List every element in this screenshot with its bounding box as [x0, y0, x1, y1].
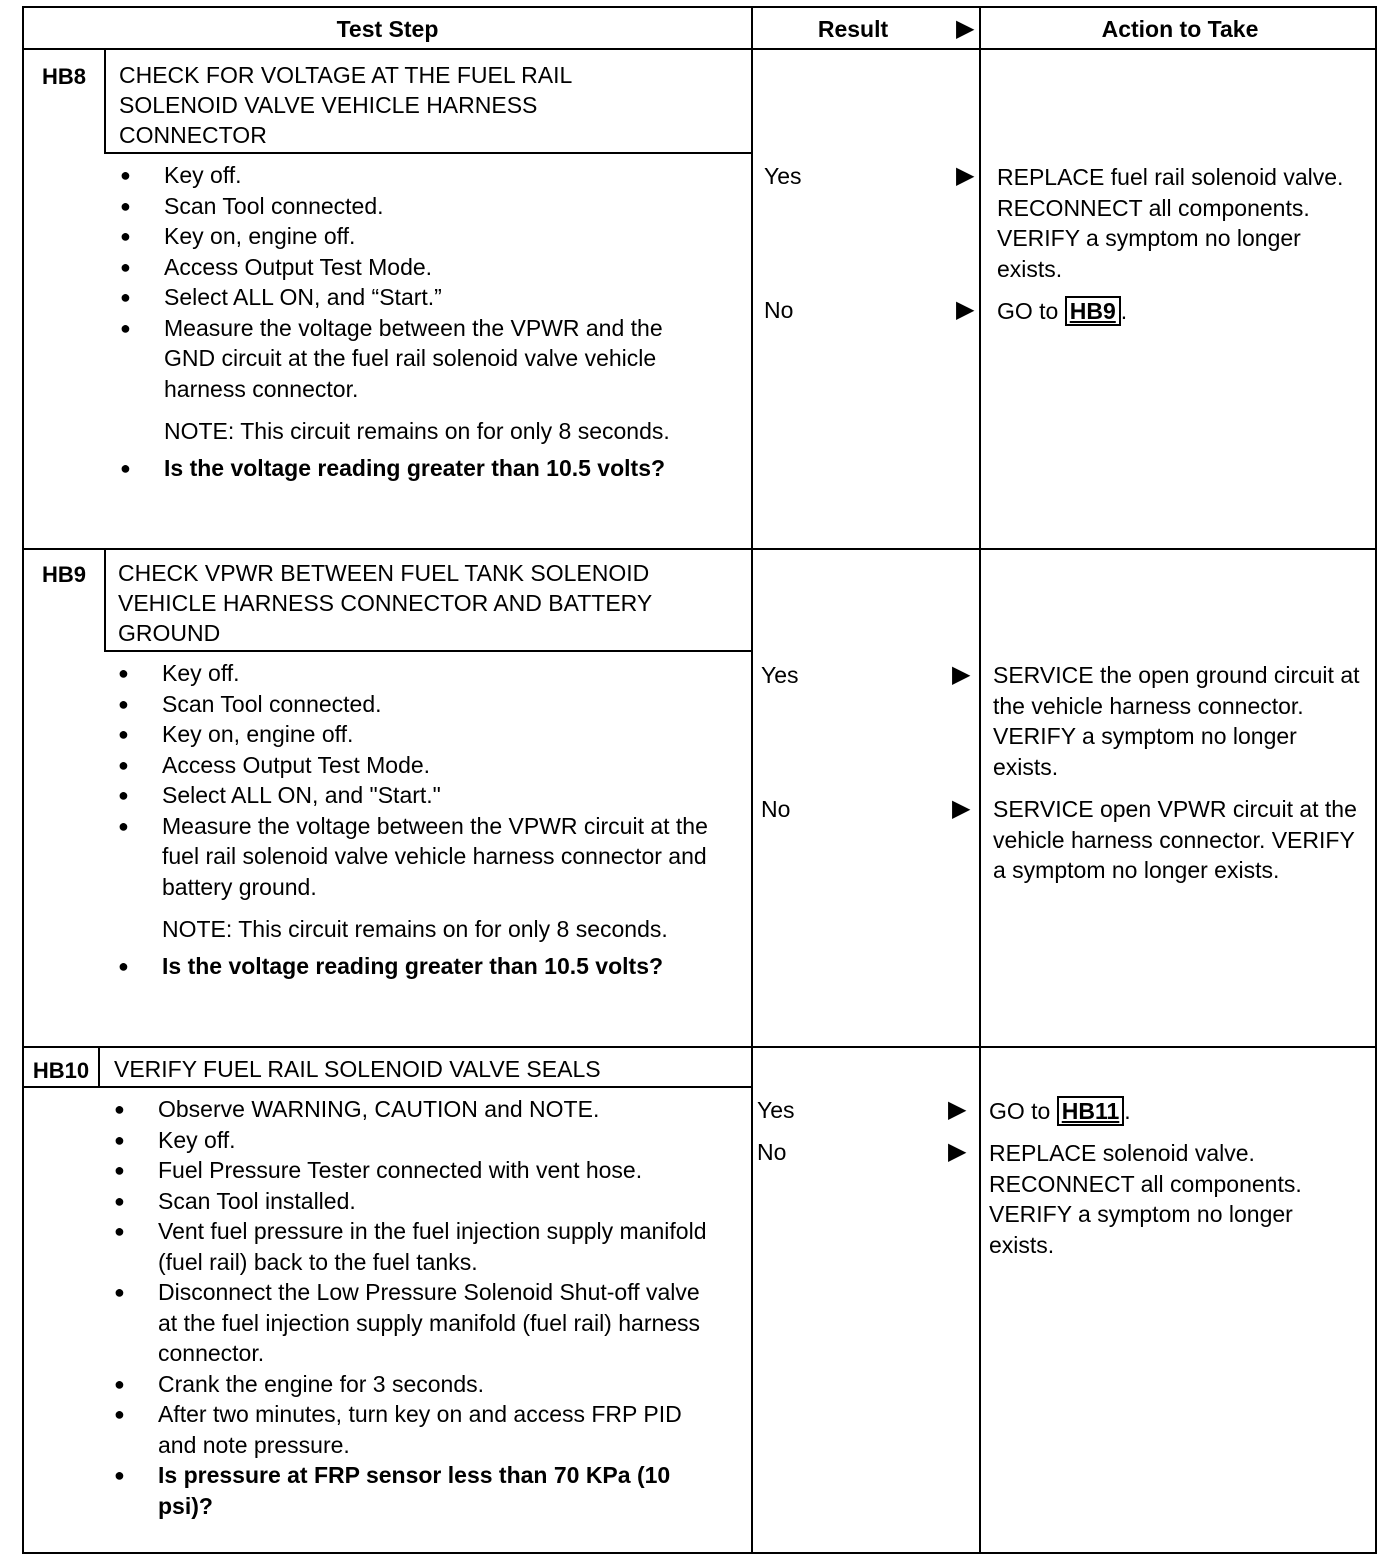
list-item: ● Key off. [114, 1125, 724, 1156]
result-yes-hb8: Yes [764, 163, 802, 189]
arrow-icon: ▶ [956, 162, 975, 189]
action-yes-hb8: REPLACE fuel rail solenoid valve. RECONNECT all components. VERIFY a symptom no longer exists. [997, 164, 1344, 282]
result-no-hb9: No [761, 796, 791, 822]
action-text: . [1120, 298, 1128, 324]
action-no-hb8 [997, 296, 1367, 327]
result-no-hb10: No [757, 1139, 787, 1165]
step-note: NOTE: This circuit remains on for only 8 seconds. [162, 916, 668, 942]
list-item: ● Select ALL ON, and “Start.” [120, 282, 720, 313]
step-id-hb9: HB9 [41, 562, 86, 587]
step-list-hb10 [114, 1094, 724, 1521]
list-item: ● Key off. [118, 658, 718, 689]
list-item: ● Key off. [120, 160, 720, 191]
action-no-hb9: SERVICE open VPWR circuit at the vehicle harness connector. VERIFY a symptom no longer exists. [993, 796, 1357, 883]
list-item: ● Measure the voltage between the VPWR and the GND circuit at the fuel rail solenoid valve vehicle harness connector. [120, 313, 720, 405]
step-title-hb8: CHECK FOR VOLTAGE AT THE FUEL RAIL SOLENOID VALVE VEHICLE HARNESS CONNECTOR [119, 62, 572, 148]
row-divider-hb8 [24, 548, 1375, 550]
header-action: Action to Take [1101, 15, 1259, 42]
action-text: GO to [989, 1098, 1051, 1124]
header-result: Result [817, 15, 889, 42]
step-question: ● Is the voltage reading greater than 10.5 volts? [120, 453, 720, 484]
result-yes-hb10: Yes [757, 1097, 795, 1123]
action-text: GO to [997, 298, 1059, 324]
arrow-icon: ▶ [956, 296, 975, 323]
arrow-icon: ▶ [948, 1138, 967, 1165]
list-item: ● Disconnect the Low Pressure Solenoid Shut-off valve at the fuel injection supply manifold (fuel rail) harness connector. [114, 1277, 724, 1369]
id-divider-hb8 [104, 48, 106, 154]
row-divider-hb9 [24, 1046, 1375, 1048]
title-divider-hb9 [104, 650, 751, 652]
list-item: ● Vent fuel pressure in the fuel injection supply manifold (fuel rail) back to the fuel tanks. [114, 1216, 724, 1277]
step-id-hb8: HB8 [41, 64, 86, 89]
header-divider [24, 48, 1375, 50]
list-item: ● Scan Tool connected. [118, 689, 718, 720]
step-question: ● Is the voltage reading greater than 10.5 volts? [118, 951, 718, 982]
list-item: ● Select ALL ON, and "Start." [118, 780, 718, 811]
step-title-hb9: CHECK VPWR BETWEEN FUEL TANK SOLENOID VEHICLE HARNESS CONNECTOR AND BATTERY GROUND [118, 560, 652, 646]
result-yes-hb9: Yes [761, 662, 799, 688]
ref-link-hb11[interactable]: HB11 [1057, 1096, 1125, 1126]
ref-link-hb9[interactable]: HB9 [1065, 296, 1121, 326]
arrow-icon: ▶ [948, 1096, 967, 1123]
arrow-icon: ▶ [952, 661, 971, 688]
list-item: ● Observe WARNING, CAUTION and NOTE. [114, 1094, 724, 1125]
list-item: ● After two minutes, turn key on and access FRP PID and note pressure. [114, 1399, 724, 1460]
action-yes-hb9: SERVICE the open ground circuit at the vehicle harness connector. VERIFY a symptom no longer exists. [993, 662, 1360, 780]
step-note: NOTE: This circuit remains on for only 8 seconds. [164, 418, 670, 444]
action-yes-hb10 [989, 1096, 1359, 1127]
title-divider-hb10 [24, 1086, 751, 1088]
action-no-hb10: REPLACE solenoid valve. RECONNECT all components. VERIFY a symptom no longer exists. [989, 1140, 1302, 1258]
list-item: ● Scan Tool connected. [120, 191, 720, 222]
id-divider-hb9 [104, 548, 106, 652]
step-title-hb10: VERIFY FUEL RAIL SOLENOID VALVE SEALS [114, 1056, 601, 1082]
id-divider-hb10 [98, 1046, 100, 1088]
step-id-hb10: HB10 [32, 1058, 90, 1083]
list-item: ● Key on, engine off. [118, 719, 718, 750]
header-test-step: Test Step [336, 15, 439, 42]
list-item: ● Access Output Test Mode. [118, 750, 718, 781]
step-list-hb9 [118, 658, 718, 981]
column-divider-action [979, 8, 981, 1552]
step-question: ● Is pressure at FRP sensor less than 70 KPa (10 psi)? [114, 1460, 724, 1521]
column-divider-result [751, 8, 753, 1552]
list-item: ● Fuel Pressure Tester connected with vent hose. [114, 1155, 724, 1186]
list-item: ● Key on, engine off. [120, 221, 720, 252]
step-list-hb8 [120, 160, 720, 483]
result-no-hb8: No [764, 297, 794, 323]
list-item: ● Scan Tool installed. [114, 1186, 724, 1217]
list-item: ● Measure the voltage between the VPWR circuit at the fuel rail solenoid valve vehicle harness connector and battery ground. [118, 811, 718, 903]
title-divider-hb8 [104, 152, 751, 154]
list-item: ● Access Output Test Mode. [120, 252, 720, 283]
diagnostic-table [22, 6, 1377, 1554]
arrow-icon: ▶ [952, 795, 971, 822]
header-arrow-icon: ▶ [956, 15, 975, 42]
list-item: ● Crank the engine for 3 seconds. [114, 1369, 724, 1400]
action-text: . [1124, 1098, 1131, 1124]
